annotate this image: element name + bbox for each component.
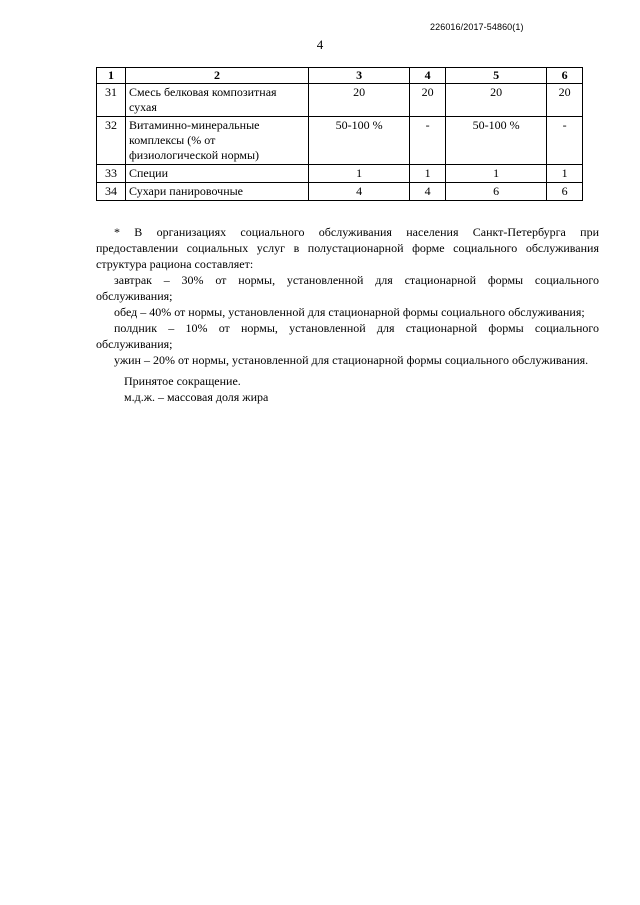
row-number: 34 [97,183,126,201]
product-name: Сухари панировочные [126,183,309,201]
row-number: 32 [97,117,126,165]
table-cell: 20 [410,84,446,117]
table-cell: - [547,117,583,165]
table-cell: - [410,117,446,165]
table-cell: 50-100 % [309,117,410,165]
table-cell: 6 [445,183,546,201]
table-cell: 1 [547,165,583,183]
column-header: 2 [126,68,309,84]
table-cell: 20 [309,84,410,117]
table-row [97,117,583,165]
column-header: 3 [309,68,410,84]
table-cell: 50-100 % [445,117,546,165]
table-row [97,183,583,201]
product-name: Специи [126,165,309,183]
footnote-block [96,224,599,368]
footnote-dinner: ужин – 20% от нормы, установленной для стационарной формы социального обслуживания. [114,353,589,367]
product-name: Смесь белковая композитная сухая [126,84,309,117]
page-number: 4 [316,37,324,52]
abbreviations-title: Принятое сокращение. [124,374,241,388]
table-row [97,84,583,117]
row-number: 33 [97,165,126,183]
table-header-row [97,68,583,84]
table-cell: 4 [410,183,446,201]
footnote-intro: * В организациях социального обслуживания населения Санкт-Петербурга при предоставлении социальных услуг в полустационарной форме социального обслуживания структура рациона составляет: [96,225,599,271]
table-cell: 20 [547,84,583,117]
product-name: Витаминно-минеральные комплексы (% от физиологической нормы) [126,117,309,165]
abbreviation-item: м.д.ж. – массовая доля жира [124,390,269,404]
column-header: 4 [410,68,446,84]
table-cell: 1 [410,165,446,183]
table-cell: 4 [309,183,410,201]
table-cell: 1 [445,165,546,183]
column-header: 6 [547,68,583,84]
abbreviations-block [124,373,268,405]
table-cell: 20 [445,84,546,117]
ration-table [96,67,583,201]
footnote-breakfast: завтрак – 30% от нормы, установленной для стационарной формы социального обслуживания; [96,273,599,303]
table-row [97,165,583,183]
footnote-lunch: обед – 40% от нормы, установленной для стационарной формы социального обслуживания; [114,305,585,319]
column-header: 5 [445,68,546,84]
footnote-snack: полдник – 10% от нормы, установленной для стационарной формы социального обслуживания; [96,321,599,351]
column-header: 1 [97,68,126,84]
document-number: 226016/2017-54860(1) [430,22,524,32]
table-cell: 6 [547,183,583,201]
row-number: 31 [97,84,126,117]
table-cell: 1 [309,165,410,183]
